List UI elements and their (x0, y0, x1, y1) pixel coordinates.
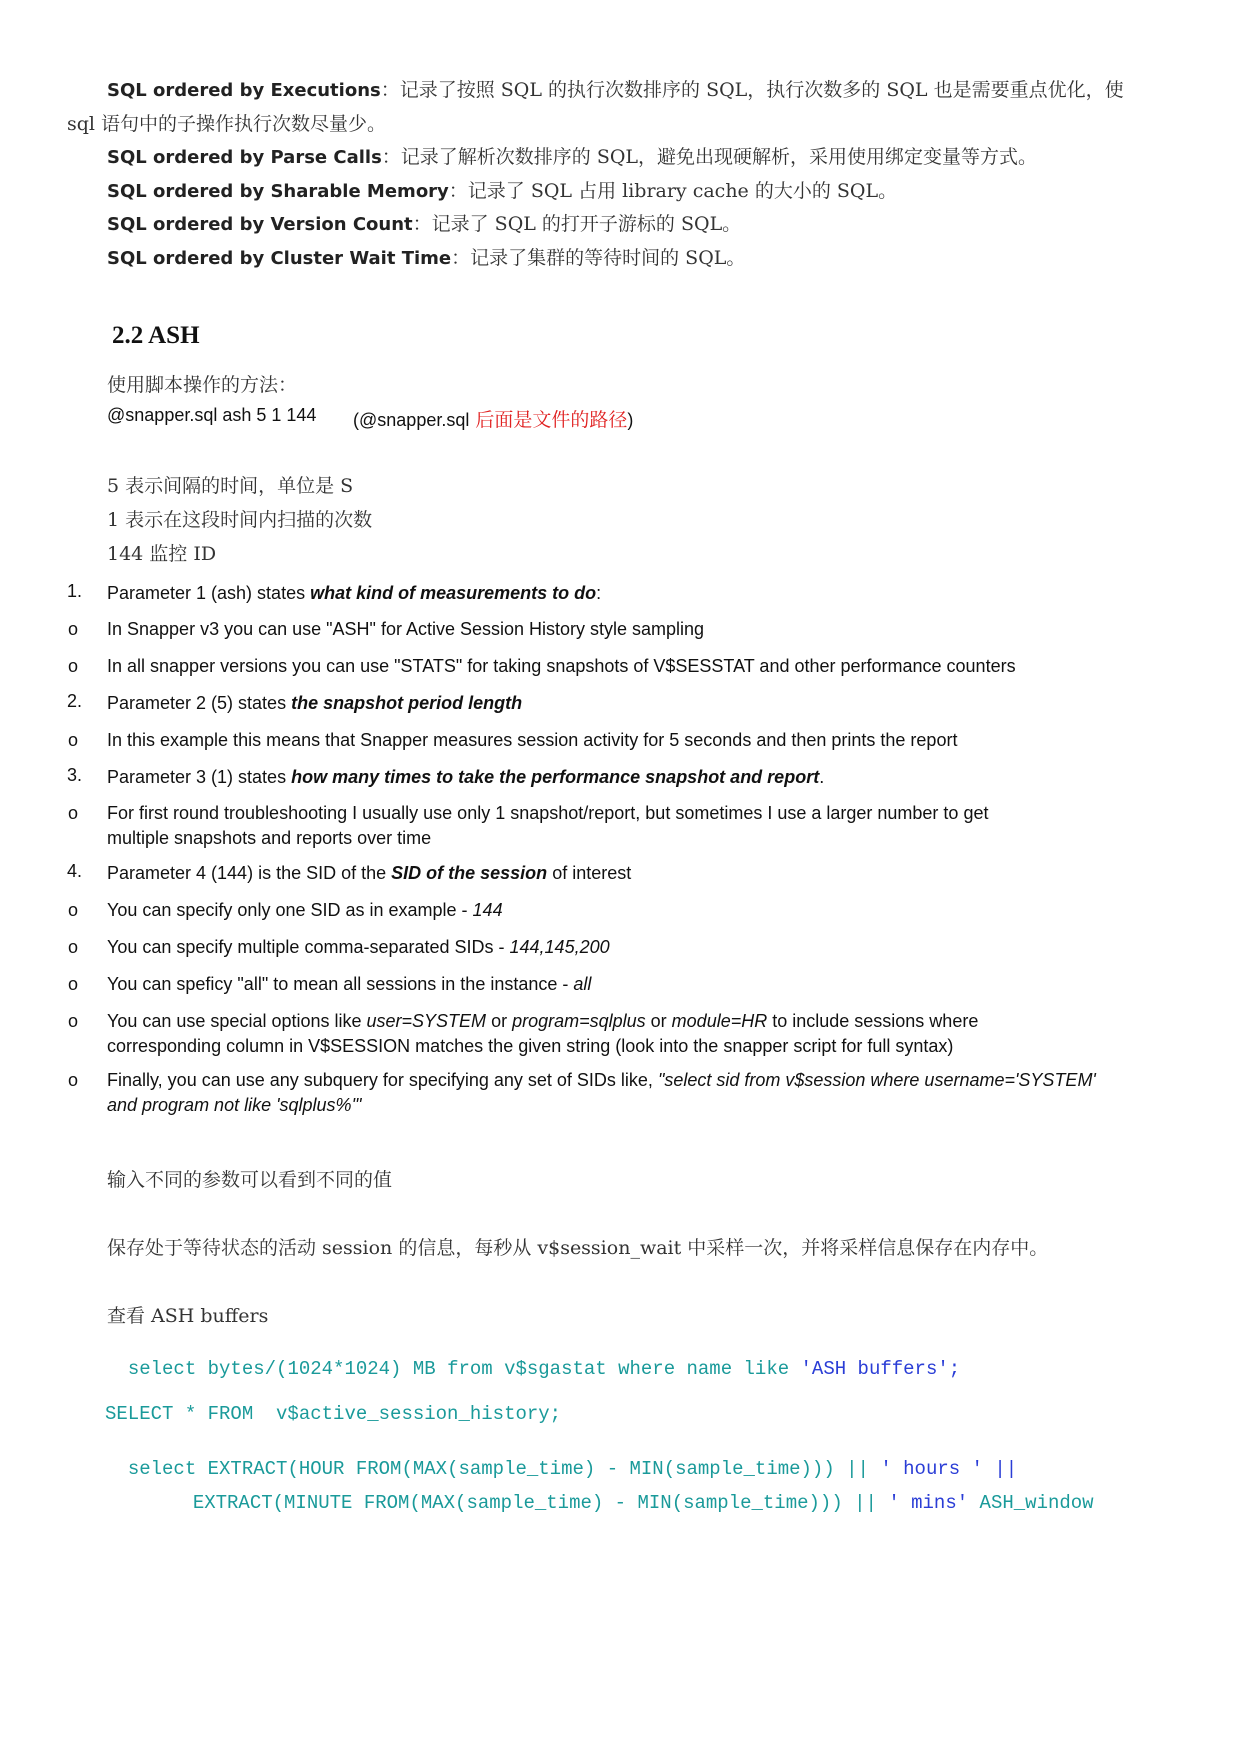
list-item-emphasis: the snapshot period length (291, 693, 523, 713)
list-item-text: to include sessions where corresponding column in V$SESSION matches the given string (look into the snapper script for full syntax) (107, 1011, 979, 1056)
bullet-icon: o (68, 730, 79, 750)
list-item-stats: In all snapper versions you can use "STATS" for taking snapshots of V$SESSTAT and other performance counters (107, 656, 1016, 676)
code-line-ash-history: SELECT * FROM v$active_session_history; (105, 1403, 562, 1425)
snapper-file-name-2: snapper.sql (377, 410, 470, 430)
list-item-example: module=HR (671, 1011, 768, 1031)
sql-parse-calls-line (107, 142, 1037, 169)
code-text: ; (948, 1358, 961, 1380)
list-item-param-2 (107, 691, 1177, 716)
bullet-icon: o (68, 937, 79, 957)
code-text: select bytes/(1024*1024) MB from v$sgastat where name like (127, 1358, 801, 1380)
sql-version-count-text: ：记录了 SQL 的打开子游标的 SQL。 (412, 213, 742, 235)
list-item-example: program=sqlplus (512, 1011, 646, 1031)
sql-parse-calls-text: ：记录了解析次数排序的 SQL，避免出现硬解析，采用使用绑定变量等方式。 (381, 146, 1038, 168)
list-item-text: You can specify only one SID as in example - (107, 900, 473, 920)
param-5-desc: 5 表示间隔的时间，单位是 S (107, 475, 354, 497)
list-item-text: Finally, you can use any subquery for specifying any set of SIDs like, (107, 1070, 658, 1090)
list-number-4: 4. (67, 861, 83, 881)
list-item-param-3 (107, 765, 1177, 790)
bullet-icon: o (68, 1070, 79, 1090)
list-item-text: : (596, 583, 602, 603)
sql-parse-calls-label: SQL ordered by Parse Calls (107, 147, 382, 168)
sql-executions-text: ：记录了按照 SQL 的执行次数排序的 SQL，执行次数多的 SQL 也是需要重点优化，使 (380, 79, 1124, 101)
list-number-1: 1. (67, 581, 83, 601)
sql-executions-text-cont: sql 语句中的子操作执行次数尽量少。 (67, 113, 387, 135)
sql-cluster-wait-line (107, 243, 745, 270)
param-144-desc: 144 监控 ID (107, 543, 217, 565)
list-number-2: 2. (67, 691, 83, 711)
list-item-text: You can speficy "all" to mean all sessions in the instance - (107, 974, 574, 994)
list-item-ash: In Snapper v3 you can use "ASH" for Active Session History style sampling (107, 619, 705, 639)
list-item-text: or (645, 1011, 672, 1031)
snapper-file-name: snapper.sql (125, 405, 218, 425)
list-item-multiple-sids (107, 935, 1177, 960)
paren-open: (@ (353, 410, 378, 430)
sql-executions-line (107, 75, 1124, 102)
list-item-period-example: In this example this means that Snapper measures session activity for 5 seconds and then prints the report (107, 730, 958, 750)
list-item-text: You can use special options like (107, 1011, 367, 1031)
sql-sharable-memory-label: SQL ordered by Sharable Memory (107, 181, 449, 202)
list-item-emphasis: how many times to take the performance snapshot and report (291, 767, 820, 787)
list-item-text: or (486, 1011, 513, 1031)
section-heading: 2.2 ASH (112, 322, 200, 349)
bullet-icon: o (68, 619, 79, 639)
script-method-text: 使用脚本操作的方法： (107, 374, 298, 396)
sql-sharable-memory-text: ：记录了 SQL 占用 library cache 的大小的 SQL。 (448, 180, 898, 202)
snapper-note-line (353, 405, 633, 432)
code-text: || (982, 1458, 1018, 1480)
list-item-first-round: For first round troubleshooting I usually use only 1 snapshot/report, but sometimes I use a larger number to get multiple snapshots and reports over time (107, 803, 989, 848)
sql-cluster-wait-label: SQL ordered by Cluster Wait Time (107, 248, 452, 269)
code-string: 'ASH buffers' (800, 1358, 949, 1380)
list-item-emphasis: what kind of measurements to do (310, 583, 597, 603)
list-item-example: 144 (472, 900, 503, 920)
code-string: ' mins' (888, 1492, 969, 1514)
list-item-one-sid (107, 898, 1177, 923)
snapper-args: ash 5 1 144 (217, 405, 317, 425)
list-item-param-4 (107, 861, 1177, 886)
list-item-text: Parameter 2 (5) states (107, 693, 292, 713)
diff-params-text: 输入不同的参数可以看到不同的值 (107, 1169, 393, 1191)
sql-sharable-memory-line (107, 176, 897, 203)
bullet-icon: o (68, 1011, 79, 1031)
paren-close: ) (627, 410, 634, 430)
bullet-icon: o (68, 803, 79, 823)
sql-cluster-wait-text: ：记录了集群的等待时间的 SQL。 (451, 247, 746, 269)
list-item-example: "select sid from v$session where username='SYSTEM' and program not like 'sqlplus%'" (107, 1070, 1096, 1115)
view-ash-text: 查看 ASH buffers (107, 1305, 269, 1327)
list-item-all-sessions (107, 972, 1177, 997)
list-item-example: 144,145,200 (509, 937, 610, 957)
code-line-sgastat (105, 1336, 960, 1380)
code-text: ASH_window (968, 1492, 1094, 1514)
list-item-example: all (573, 974, 592, 994)
list-item-text: . (819, 767, 825, 787)
list-item-text: Parameter 3 (1) states (107, 767, 292, 787)
list-item-emphasis: SID of the session (391, 863, 548, 883)
list-item-text: of interest (547, 863, 632, 883)
at-sign: @ (107, 405, 126, 425)
save-info-text: 保存处于等待状态的活动 session 的信息，每秒从 v$session_wait 中采样一次，并将采样信息保存在内存中。 (107, 1237, 1049, 1259)
code-text: EXTRACT(MINUTE FROM(MAX(sample_time) - MIN(sample_time))) || (192, 1492, 889, 1514)
list-item-subquery (107, 1068, 1117, 1118)
sql-version-count-line (107, 209, 741, 236)
list-item-param-1 (107, 581, 1177, 606)
code-text: select EXTRACT(HOUR FROM(MAX(sample_time) - MIN(sample_time))) || (127, 1458, 881, 1480)
list-item-example: user=SYSTEM (366, 1011, 487, 1031)
param-1-desc: 1 表示在这段时间内扫描的次数 (107, 509, 373, 531)
snapper-command-line (107, 405, 316, 426)
list-item-text: Parameter 1 (ash) states (107, 583, 311, 603)
list-item-text: You can specify multiple comma-separated SIDs - (107, 937, 510, 957)
sql-executions-label: SQL ordered by Executions (107, 80, 381, 101)
list-item-special-options (107, 1009, 1067, 1059)
snapper-path-note: 后面是文件的路径 (469, 409, 628, 431)
list-item-text: Parameter 4 (144) is the SID of the (107, 863, 392, 883)
code-line-extract-minute (170, 1470, 1094, 1514)
list-number-3: 3. (67, 765, 83, 785)
bullet-icon: o (68, 656, 79, 676)
bullet-icon: o (68, 974, 79, 994)
code-string: ' hours ' (880, 1458, 983, 1480)
sql-version-count-label: SQL ordered by Version Count (107, 214, 413, 235)
bullet-icon: o (68, 900, 79, 920)
